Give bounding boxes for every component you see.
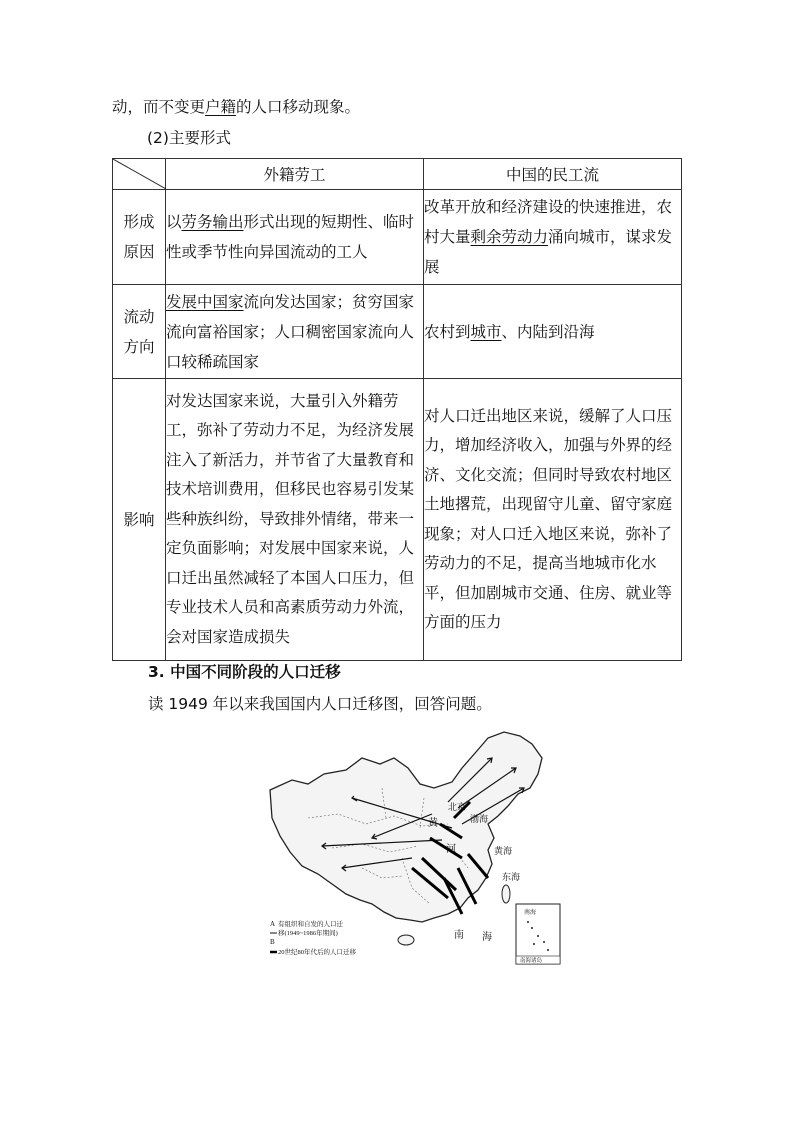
- intro-text-hukou: 户籍: [205, 98, 237, 116]
- label-beijing: 北京: [448, 802, 467, 812]
- intro-text-a: 动，而不变更: [112, 98, 206, 116]
- table-row: [113, 379, 682, 661]
- row-label-impact: 影响: [113, 379, 166, 661]
- column-header-foreign-workers: 外籍劳工: [166, 159, 424, 190]
- label-nanhai-inset: 南海: [524, 910, 537, 916]
- label-huanghai: 黄海: [494, 846, 513, 856]
- cell-impact-china: 对人口迁出地区来说，缓解了人口压力，增加经济收入，加强与外界的经济、文化交流；但同时导致农村地区土地撂荒，出现留守儿童、留守家庭现象；对人口迁入地区来说，弥补了劳动力的不足，提高当地城市化水平，但加剧城市交通、住房、就业等方面的压力: [424, 379, 682, 661]
- taiwan-island: [502, 885, 510, 903]
- cell-impact-foreign: 对发达国家来说，大量引入外籍劳工，弥补了劳动力不足，为经济发展注入了新活力，并节省了大量教育和技术培训费用，但移民也容易引发某些种族纠纷，导致排外情绪，带来一定负面影响；对发展中国家来说，人口迁出虽然减轻了本国人口压力，但专业技术人员和高素质劳动力外流，会对国家造成损失: [166, 379, 424, 661]
- intro-text-c: 的人口移动现象。: [236, 98, 361, 116]
- legend-b-text: 20世纪80年代后的人口迁移: [278, 949, 356, 956]
- migration-forms-table: [112, 158, 682, 661]
- legend-a-text-1: 有组织和自发的人口迁: [278, 921, 343, 928]
- label-huang: 黄: [428, 818, 438, 829]
- map-legend: [270, 919, 357, 956]
- read-instruction: 读 1949 年以来我国国内人口迁移图，回答问题。: [148, 695, 492, 713]
- china-outline: [270, 732, 542, 922]
- map-figure: [262, 728, 566, 968]
- table-corner-cell: [113, 159, 166, 190]
- table-row: [113, 285, 682, 379]
- legend-a-text-2: 移(1949~1986年期间): [278, 930, 338, 937]
- label-inset-caption: 南海诸岛: [520, 958, 543, 964]
- hainan-island: [398, 935, 414, 945]
- label-donghai: 东海: [502, 872, 521, 882]
- cell-causes-china: 改革开放和经济建设的快速推进，农村大量剩余劳动力涌向城市，谋求发展: [424, 190, 682, 285]
- legend-a-letter: A: [270, 920, 276, 928]
- nanhai-inset-frame: [516, 904, 560, 964]
- row-label-direction: 流动 方向: [113, 285, 166, 379]
- intro-line: [112, 97, 360, 117]
- label-bohai: 渤海: [470, 814, 489, 824]
- cell-direction-china: 农村到城市、内陆到沿海: [424, 285, 682, 379]
- label-he: 河: [446, 844, 456, 855]
- column-header-migrant-workers: 中国的民工流: [424, 159, 682, 190]
- cell-causes-foreign: 以劳务输出形式出现的短期性、临时性或季节性向异国流动的工人: [166, 190, 424, 285]
- diagonal-line-icon: [113, 159, 166, 189]
- cell-direction-foreign: 发展中国家流向发达国家；贫穷国家流向富裕国家；人口稠密国家流向人口较稀疏国家: [166, 285, 424, 379]
- legend-b-letter: B: [270, 938, 275, 946]
- china-migration-map: [262, 728, 566, 968]
- label-nan: 南: [454, 930, 464, 941]
- row-label-causes: 形成 原因: [113, 190, 166, 285]
- subheading-main-forms: (2)主要形式: [147, 129, 231, 147]
- label-hai: 海: [482, 932, 492, 943]
- section-3-heading: 3. 中国不同阶段的人口迁移: [148, 663, 341, 681]
- table-row: [113, 190, 682, 285]
